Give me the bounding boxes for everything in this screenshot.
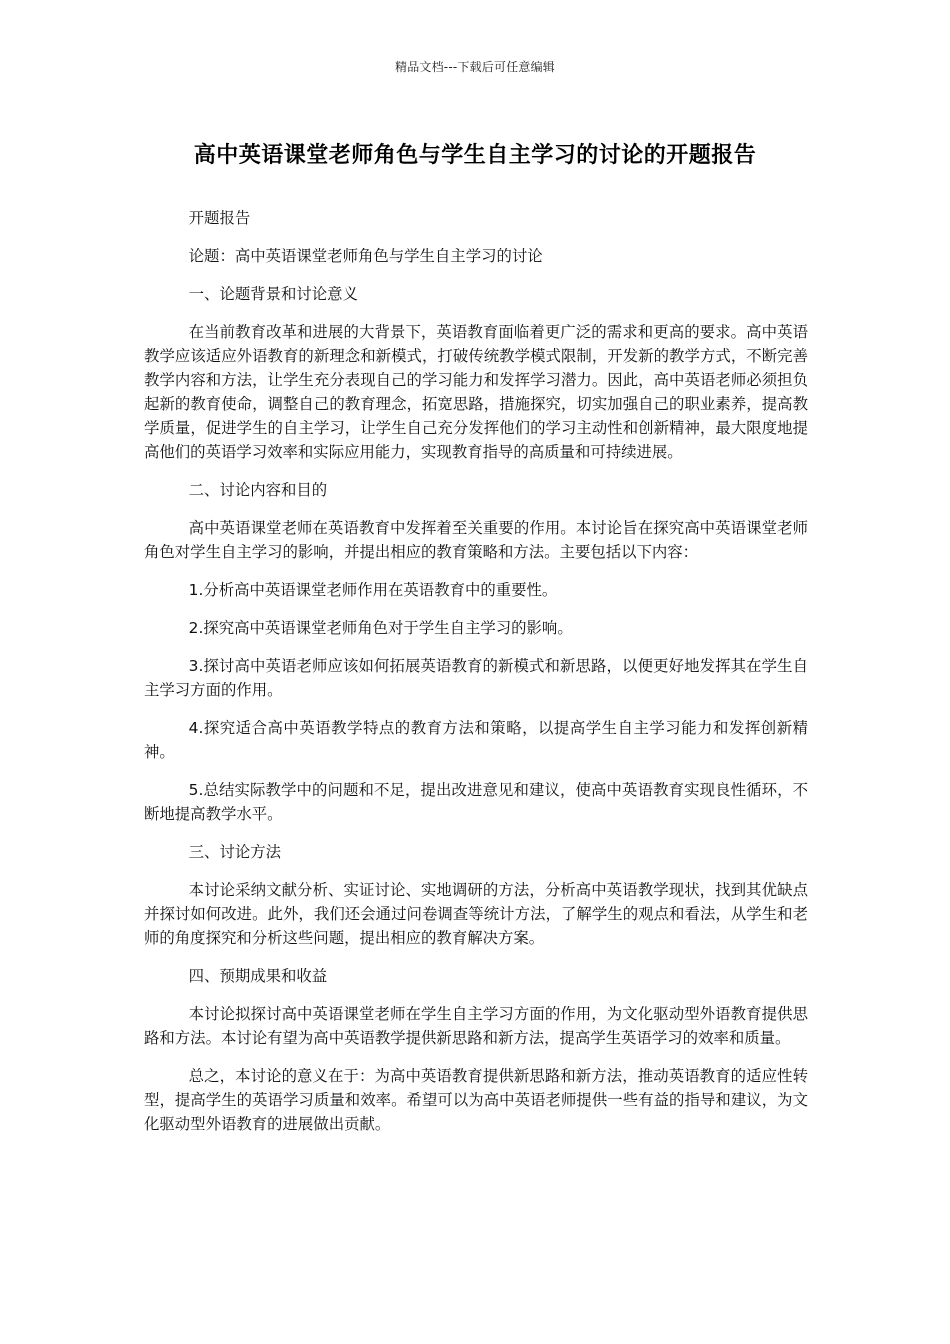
section-heading-2: 二、讨论内容和目的 — [188, 481, 328, 499]
list-item: 4.探究适合高中英语教学特点的教育方法和策略，以提高学生自主学习能力和发挥创新精神。 — [144, 719, 808, 761]
header-note: 精品文档---下载后可任意编辑 — [395, 60, 555, 74]
list-item: 5.总结实际教学中的问题和不足，提出改进意见和建议，使高中英语教育实现良性循环，不断地提高教学水平。 — [144, 781, 808, 823]
document-body — [144, 206, 808, 1150]
paragraph-topic: 论题：高中英语课堂老师角色与学生自主学习的讨论 — [188, 247, 543, 265]
paragraph-method: 本讨论采纳文献分析、实证讨论、实地调研的方法，分析高中英语教学现状，找到其优缺点并探讨如何改进。此外，我们还会通过问卷调查等统计方法，了解学生的观点和看法，从学生和老师的角度探究和分析这些问题，提出相应的教育解决方案。 — [144, 881, 808, 947]
document-title: 高中英语课堂老师角色与学生自主学习的讨论的开题报告 — [193, 143, 757, 168]
section-heading-3: 三、讨论方法 — [188, 843, 282, 861]
section-heading-4: 四、预期成果和收益 — [188, 967, 328, 985]
list-item: 3.探讨高中英语老师应该如何拓展英语教育的新模式和新思路，以便更好地发挥其在学生自主学习方面的作用。 — [144, 657, 808, 699]
paragraph-content: 高中英语课堂老师在英语教育中发挥着至关重要的作用。本讨论旨在探究高中英语课堂老师角色对学生自主学习的影响，并提出相应的教育策略和方法。主要包括以下内容： — [144, 519, 808, 561]
paragraph-conclusion: 总之，本讨论的意义在于：为高中英语教育提供新思路和新方法，推动英语教育的适应性转型，提高学生的英语学习质量和效率。希望可以为高中英语老师提供一些有益的指导和建议，为文化驱动型外语教育的进展做出贡献。 — [144, 1067, 808, 1133]
paragraph-outcome: 本讨论拟探讨高中英语课堂老师在学生自主学习方面的作用，为文化驱动型外语教育提供思路和方法。本讨论有望为高中英语教学提供新思路和新方法，提高学生英语学习的效率和质量。 — [144, 1005, 808, 1047]
list-item: 1.分析高中英语课堂老师作用在英语教育中的重要性。 — [188, 581, 558, 599]
list-item: 2.探究高中英语课堂老师角色对于学生自主学习的影响。 — [188, 619, 573, 637]
paragraph-background: 在当前教育改革和进展的大背景下，英语教育面临着更广泛的需求和更高的要求。高中英语教学应该适应外语教育的新理念和新模式，打破传统教学模式限制，开发新的教学方式，不断完善教学内容和方法，让学生充分表现自己的学习能力和发挥学习潜力。因此，高中英语老师必须担负起新的教育使命，调整自己的教育理念，拓宽思路，措施探究，切实加强自己的职业素养，提高教学质量，促进学生的自主学习，让学生自己充分发挥他们的学习主动性和创新精神，最大限度地提高他们的英语学习效率和实际应用能力，实现教育指导的高质量和可持续进展。 — [144, 323, 808, 461]
paragraph-label: 开题报告 — [188, 209, 251, 227]
section-heading-1: 一、论题背景和讨论意义 — [188, 285, 358, 303]
